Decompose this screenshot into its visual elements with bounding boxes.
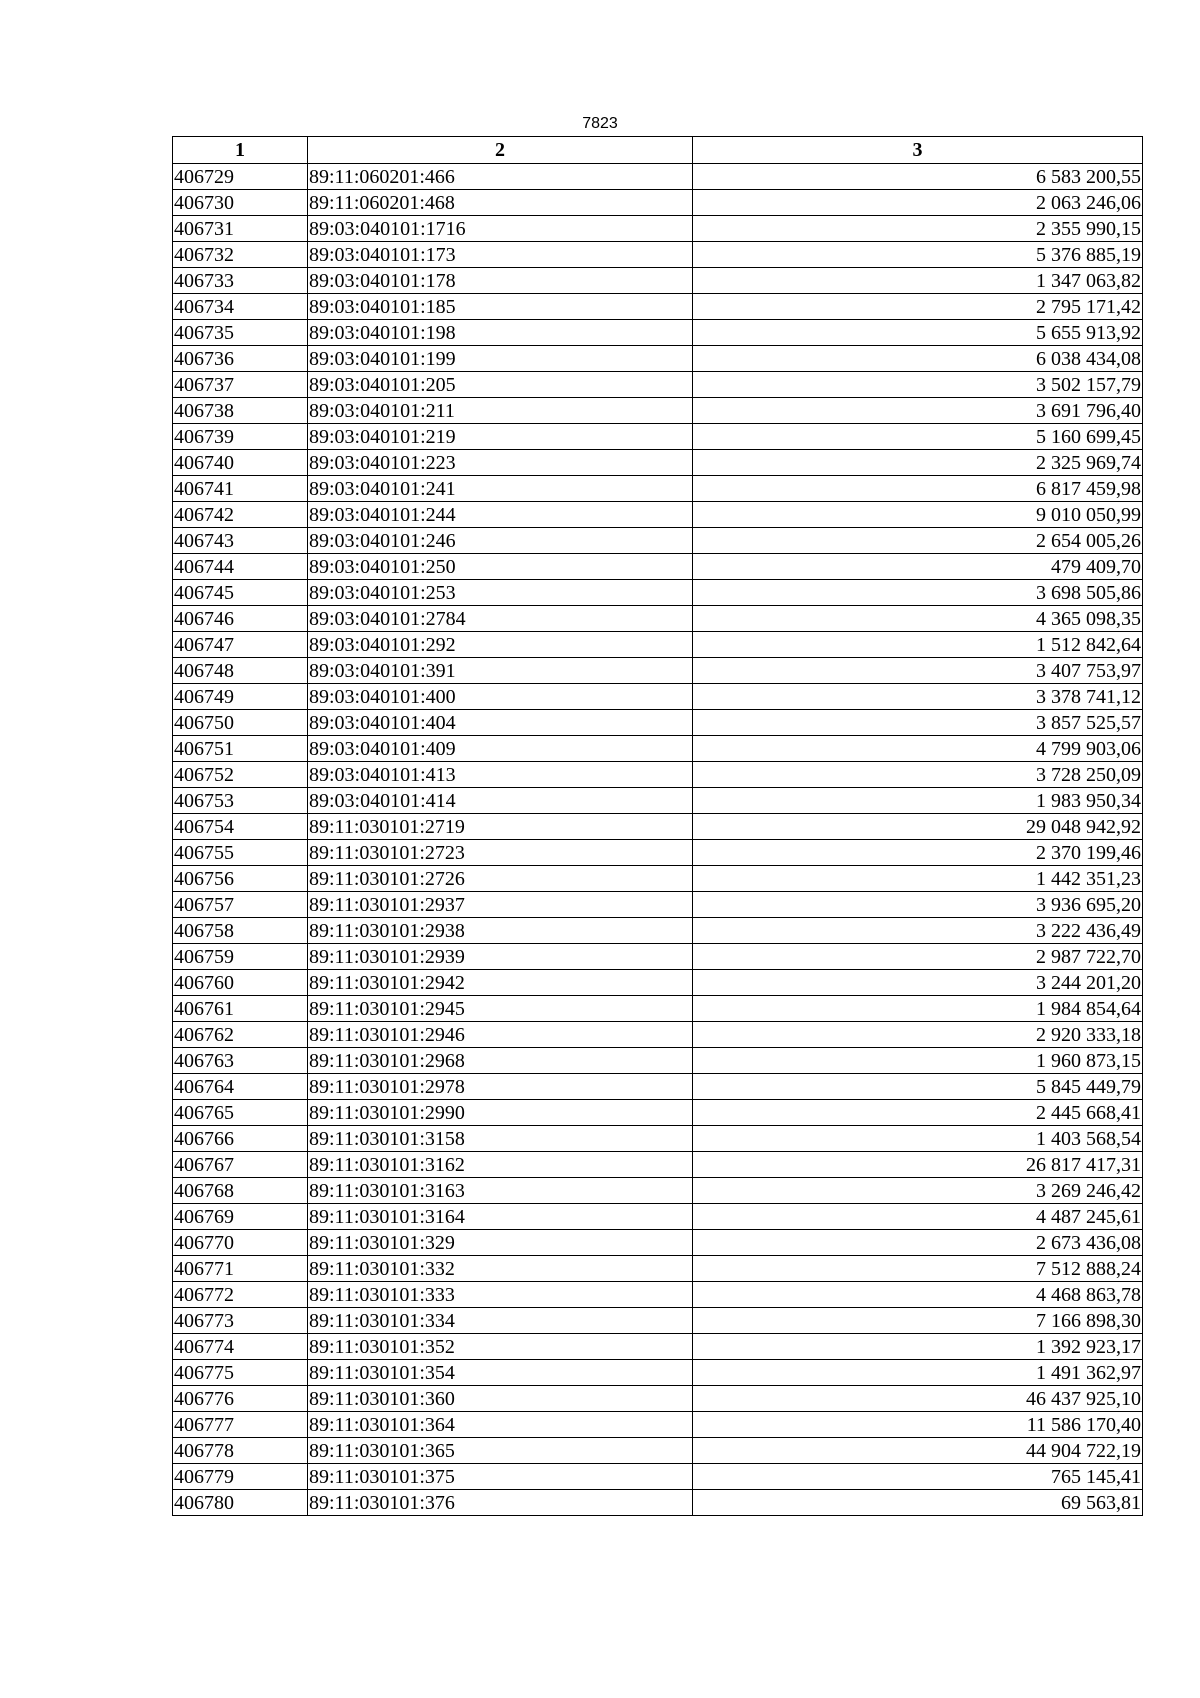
row-number-cell: 406739 [173,424,308,450]
value-cell: 7 166 898,30 [693,1308,1143,1334]
value-cell: 2 987 722,70 [693,944,1143,970]
value-cell: 1 512 842,64 [693,632,1143,658]
row-number-cell: 406758 [173,918,308,944]
row-number-cell: 406744 [173,554,308,580]
cadastral-number-cell: 89:03:040101:205 [308,372,693,398]
row-number-cell: 406731 [173,216,308,242]
value-cell: 69 563,81 [693,1490,1143,1516]
row-number-cell: 406746 [173,606,308,632]
row-number-cell: 406753 [173,788,308,814]
table-row [173,996,1143,1022]
cadastral-number-cell: 89:03:040101:409 [308,736,693,762]
row-number-cell: 406766 [173,1126,308,1152]
row-number-cell: 406775 [173,1360,308,1386]
table-row [173,164,1143,190]
value-cell: 3 728 250,09 [693,762,1143,788]
cadastral-number-cell: 89:03:040101:199 [308,346,693,372]
table-row [173,918,1143,944]
row-number-cell: 406730 [173,190,308,216]
value-cell: 2 370 199,46 [693,840,1143,866]
header-row [173,137,1143,164]
cadastral-number-cell: 89:03:040101:211 [308,398,693,424]
table-row [173,216,1143,242]
row-number-cell: 406743 [173,528,308,554]
table-row [173,710,1143,736]
cadastral-number-cell: 89:11:030101:2726 [308,866,693,892]
cadastral-number-cell: 89:03:040101:413 [308,762,693,788]
value-cell: 9 010 050,99 [693,502,1143,528]
value-cell: 765 145,41 [693,1464,1143,1490]
table-row [173,658,1143,684]
value-cell: 6 583 200,55 [693,164,1143,190]
table-row [173,372,1143,398]
row-number-cell: 406757 [173,892,308,918]
cadastral-number-cell: 89:03:040101:198 [308,320,693,346]
cadastral-number-cell: 89:11:030101:332 [308,1256,693,1282]
cadastral-number-cell: 89:11:030101:2723 [308,840,693,866]
value-cell: 6 817 459,98 [693,476,1143,502]
row-number-cell: 406755 [173,840,308,866]
value-cell: 4 799 903,06 [693,736,1143,762]
cadastral-number-cell: 89:03:040101:391 [308,658,693,684]
row-number-cell: 406770 [173,1230,308,1256]
row-number-cell: 406733 [173,268,308,294]
table-row [173,1334,1143,1360]
cadastral-number-cell: 89:11:030101:2942 [308,970,693,996]
row-number-cell: 406732 [173,242,308,268]
cadastral-number-cell: 89:11:030101:334 [308,1308,693,1334]
value-cell: 4 365 098,35 [693,606,1143,632]
cadastral-number-cell: 89:11:030101:364 [308,1412,693,1438]
value-cell: 1 442 351,23 [693,866,1143,892]
row-number-cell: 406752 [173,762,308,788]
value-cell: 2 355 990,15 [693,216,1143,242]
cadastral-number-cell: 89:03:040101:404 [308,710,693,736]
value-cell: 3 936 695,20 [693,892,1143,918]
cadastral-number-cell: 89:03:040101:241 [308,476,693,502]
row-number-cell: 406769 [173,1204,308,1230]
value-cell: 1 983 950,34 [693,788,1143,814]
row-number-cell: 406742 [173,502,308,528]
value-cell: 2 654 005,26 [693,528,1143,554]
cadastral-number-cell: 89:03:040101:414 [308,788,693,814]
value-cell: 6 038 434,08 [693,346,1143,372]
value-cell: 1 392 923,17 [693,1334,1143,1360]
row-number-cell: 406765 [173,1100,308,1126]
table-row [173,502,1143,528]
page-number: 7823 [582,115,618,132]
table-row [173,1126,1143,1152]
table-row [173,528,1143,554]
cadastral-number-cell: 89:11:030101:360 [308,1386,693,1412]
row-number-cell: 406736 [173,346,308,372]
row-number-cell: 406761 [173,996,308,1022]
table-row [173,1256,1143,1282]
row-number-cell: 406748 [173,658,308,684]
cadastral-number-cell: 89:03:040101:223 [308,450,693,476]
value-cell: 3 407 753,97 [693,658,1143,684]
row-number-cell: 406779 [173,1464,308,1490]
value-cell: 5 655 913,92 [693,320,1143,346]
table-row [173,1412,1143,1438]
value-cell: 29 048 942,92 [693,814,1143,840]
table-row [173,294,1143,320]
table-row [173,606,1143,632]
table-row [173,1178,1143,1204]
cadastral-number-cell: 89:11:030101:3158 [308,1126,693,1152]
data-table [172,136,1143,1516]
table-row [173,840,1143,866]
value-cell: 2 673 436,08 [693,1230,1143,1256]
cadastral-number-cell: 89:11:030101:2990 [308,1100,693,1126]
column-header-3: 3 [693,137,1143,164]
row-number-cell: 406751 [173,736,308,762]
row-number-cell: 406778 [173,1438,308,1464]
cadastral-number-cell: 89:03:040101:185 [308,294,693,320]
cadastral-number-cell: 89:11:030101:329 [308,1230,693,1256]
table-row [173,1464,1143,1490]
value-cell: 1 984 854,64 [693,996,1143,1022]
value-cell: 5 845 449,79 [693,1074,1143,1100]
row-number-cell: 406750 [173,710,308,736]
table-row [173,736,1143,762]
table-row [173,970,1143,996]
table-row [173,1074,1143,1100]
row-number-cell: 406762 [173,1022,308,1048]
value-cell: 5 376 885,19 [693,242,1143,268]
table-body [173,164,1143,1516]
cadastral-number-cell: 89:11:030101:352 [308,1334,693,1360]
cadastral-number-cell: 89:03:040101:173 [308,242,693,268]
cadastral-number-cell: 89:11:030101:2978 [308,1074,693,1100]
value-cell: 3 378 741,12 [693,684,1143,710]
cadastral-number-cell: 89:11:030101:333 [308,1282,693,1308]
table-row [173,788,1143,814]
row-number-cell: 406764 [173,1074,308,1100]
table-row [173,268,1143,294]
table-row [173,346,1143,372]
cadastral-number-cell: 89:11:030101:375 [308,1464,693,1490]
table-header [173,137,1143,164]
value-cell: 3 269 246,42 [693,1178,1143,1204]
cadastral-number-cell: 89:03:040101:2784 [308,606,693,632]
row-number-cell: 406777 [173,1412,308,1438]
row-number-cell: 406754 [173,814,308,840]
cadastral-number-cell: 89:11:030101:2937 [308,892,693,918]
row-number-cell: 406747 [173,632,308,658]
row-number-cell: 406771 [173,1256,308,1282]
cadastral-number-cell: 89:11:030101:2938 [308,918,693,944]
row-number-cell: 406756 [173,866,308,892]
cadastral-number-cell: 89:03:040101:253 [308,580,693,606]
table-row [173,1282,1143,1308]
table-row [173,580,1143,606]
row-number-cell: 406734 [173,294,308,320]
cadastral-number-cell: 89:11:030101:2945 [308,996,693,1022]
value-cell: 4 468 863,78 [693,1282,1143,1308]
value-cell: 3 502 157,79 [693,372,1143,398]
value-cell: 3 244 201,20 [693,970,1143,996]
table-row [173,866,1143,892]
cadastral-number-cell: 89:11:030101:2939 [308,944,693,970]
row-number-cell: 406767 [173,1152,308,1178]
table-row [173,1490,1143,1516]
value-cell: 479 409,70 [693,554,1143,580]
value-cell: 1 491 362,97 [693,1360,1143,1386]
cadastral-number-cell: 89:11:030101:2968 [308,1048,693,1074]
table-row [173,1152,1143,1178]
row-number-cell: 406738 [173,398,308,424]
value-cell: 5 160 699,45 [693,424,1143,450]
value-cell: 2 445 668,41 [693,1100,1143,1126]
row-number-cell: 406735 [173,320,308,346]
table-row [173,944,1143,970]
cadastral-number-cell: 89:03:040101:292 [308,632,693,658]
row-number-cell: 406772 [173,1282,308,1308]
row-number-cell: 406774 [173,1334,308,1360]
value-cell: 7 512 888,24 [693,1256,1143,1282]
table-row [173,762,1143,788]
table-row [173,190,1143,216]
table-row [173,1100,1143,1126]
row-number-cell: 406741 [173,476,308,502]
table-row [173,1204,1143,1230]
table-row [173,1230,1143,1256]
column-header-1: 1 [173,137,308,164]
cadastral-number-cell: 89:03:040101:250 [308,554,693,580]
value-cell: 11 586 170,40 [693,1412,1143,1438]
cadastral-number-cell: 89:11:030101:376 [308,1490,693,1516]
value-cell: 2 920 333,18 [693,1022,1143,1048]
table-row [173,684,1143,710]
value-cell: 1 960 873,15 [693,1048,1143,1074]
value-cell: 3 698 505,86 [693,580,1143,606]
cadastral-number-cell: 89:03:040101:244 [308,502,693,528]
row-number-cell: 406763 [173,1048,308,1074]
cadastral-number-cell: 89:11:030101:365 [308,1438,693,1464]
cadastral-number-cell: 89:11:030101:3162 [308,1152,693,1178]
value-cell: 3 857 525,57 [693,710,1143,736]
cadastral-number-cell: 89:11:030101:3163 [308,1178,693,1204]
row-number-cell: 406740 [173,450,308,476]
table-row [173,424,1143,450]
table-row [173,1022,1143,1048]
cadastral-number-cell: 89:11:030101:354 [308,1360,693,1386]
table-row [173,242,1143,268]
row-number-cell: 406760 [173,970,308,996]
cadastral-number-cell: 89:03:040101:1716 [308,216,693,242]
cadastral-number-cell: 89:11:060201:468 [308,190,693,216]
column-header-2: 2 [308,137,693,164]
row-number-cell: 406768 [173,1178,308,1204]
table-row [173,320,1143,346]
row-number-cell: 406780 [173,1490,308,1516]
table-row [173,892,1143,918]
row-number-cell: 406729 [173,164,308,190]
value-cell: 46 437 925,10 [693,1386,1143,1412]
value-cell: 2 795 171,42 [693,294,1143,320]
table-row [173,476,1143,502]
value-cell: 3 222 436,49 [693,918,1143,944]
table-row [173,1386,1143,1412]
value-cell: 4 487 245,61 [693,1204,1143,1230]
cadastral-number-cell: 89:03:040101:400 [308,684,693,710]
table-row [173,632,1143,658]
value-cell: 26 817 417,31 [693,1152,1143,1178]
value-cell: 1 347 063,82 [693,268,1143,294]
value-cell: 1 403 568,54 [693,1126,1143,1152]
value-cell: 44 904 722,19 [693,1438,1143,1464]
table-row [173,1438,1143,1464]
row-number-cell: 406776 [173,1386,308,1412]
table-row [173,398,1143,424]
table-row [173,814,1143,840]
value-cell: 3 691 796,40 [693,398,1143,424]
row-number-cell: 406773 [173,1308,308,1334]
cadastral-number-cell: 89:11:030101:2719 [308,814,693,840]
table-row [173,554,1143,580]
cadastral-number-cell: 89:03:040101:246 [308,528,693,554]
cadastral-number-cell: 89:11:060201:466 [308,164,693,190]
table-row [173,1048,1143,1074]
value-cell: 2 325 969,74 [693,450,1143,476]
row-number-cell: 406749 [173,684,308,710]
row-number-cell: 406759 [173,944,308,970]
row-number-cell: 406737 [173,372,308,398]
cadastral-number-cell: 89:03:040101:178 [308,268,693,294]
value-cell: 2 063 246,06 [693,190,1143,216]
table-row [173,1360,1143,1386]
table-row [173,450,1143,476]
table-row [173,1308,1143,1334]
cadastral-number-cell: 89:11:030101:2946 [308,1022,693,1048]
cadastral-number-cell: 89:11:030101:3164 [308,1204,693,1230]
row-number-cell: 406745 [173,580,308,606]
cadastral-number-cell: 89:03:040101:219 [308,424,693,450]
